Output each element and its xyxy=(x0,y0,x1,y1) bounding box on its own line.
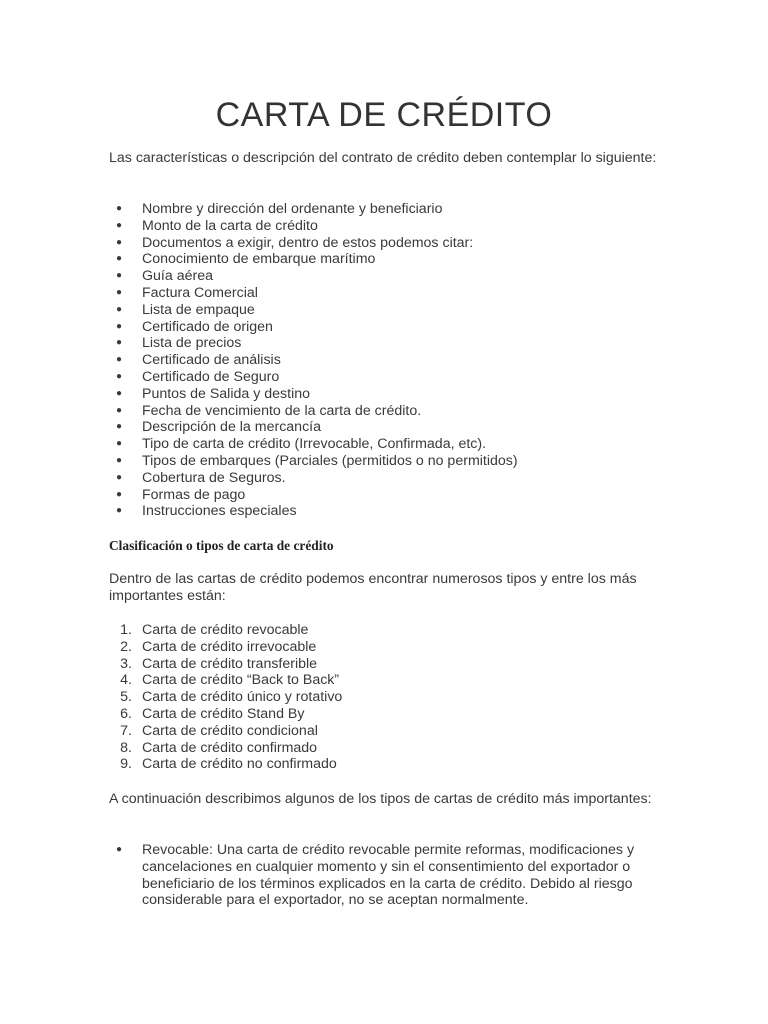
list-item xyxy=(110,740,670,757)
list-item xyxy=(110,386,670,403)
list-item-text: Factura Comercial xyxy=(142,284,258,301)
descriptions-list xyxy=(110,842,650,909)
list-number: 6. xyxy=(120,705,132,722)
list-item xyxy=(110,302,670,319)
list-item-text: Documentos a exigir, dentro de estos podemos citar: xyxy=(142,234,474,251)
list-item-text: Carta de crédito único y rotativo xyxy=(142,689,343,706)
list-item xyxy=(110,622,670,639)
bullet-icon: ● xyxy=(116,303,123,315)
list-item xyxy=(110,419,670,436)
bullet-icon: ● xyxy=(116,253,123,265)
bullet-icon: ● xyxy=(116,471,123,483)
continuation-intro: A continuación describimos algunos de los tipos de cartas de crédito más importantes: xyxy=(109,791,652,807)
list-item-text: Carta de crédito irrevocable xyxy=(142,638,317,655)
list-item xyxy=(110,352,670,369)
list-number: 4. xyxy=(120,672,132,689)
list-item-text: Lista de precios xyxy=(142,335,242,352)
list-number: 7. xyxy=(120,722,132,739)
list-number: 1. xyxy=(120,622,132,638)
features-list xyxy=(110,201,670,520)
list-item-text: Revocable: Una carta de crédito revocable permite reformas, modificaciones y cancelaciones en cualquier momento y sin el consentimiento del exportador o beneficiario de los términos explicados en la carta de crédito. Debido al riesgo considerable para el exportador, no se aceptan normalmente. xyxy=(142,842,635,909)
list-item-text: Carta de crédito condicional xyxy=(142,722,318,739)
bullet-icon: ● xyxy=(116,320,123,332)
bullet-icon: ● xyxy=(116,286,123,298)
bullet-icon: ● xyxy=(116,270,123,282)
list-item-text: Carta de crédito transferible xyxy=(142,655,318,672)
list-item-text: Monto de la carta de crédito xyxy=(142,217,318,234)
list-item xyxy=(110,706,670,723)
list-item-text: Certificado de origen xyxy=(142,318,273,335)
types-list xyxy=(110,622,670,773)
bullet-icon: ● xyxy=(116,236,123,248)
bullet-icon: ● xyxy=(116,844,123,855)
list-number: 9. xyxy=(120,756,132,773)
list-item xyxy=(110,470,670,487)
list-item xyxy=(110,403,670,420)
list-item xyxy=(110,369,670,386)
document-title: CARTA DE CRÉDITO xyxy=(215,96,553,134)
bullet-icon: ● xyxy=(116,421,123,433)
classification-intro: Dentro de las cartas de crédito podemos encontrar numerosos tipos y entre los más importantes están: xyxy=(109,571,637,604)
list-item xyxy=(110,672,670,689)
list-item xyxy=(110,656,670,673)
intro-paragraph: Las características o descripción del contrato de crédito deben contemplar lo siguiente: xyxy=(109,150,657,166)
list-number: 5. xyxy=(120,689,132,706)
list-item xyxy=(110,503,670,520)
list-item-text: Carta de crédito revocable xyxy=(142,622,309,638)
list-item xyxy=(110,723,670,740)
list-item xyxy=(110,436,670,453)
bullet-icon: ● xyxy=(116,354,123,366)
list-item xyxy=(110,487,670,504)
list-item-text: Certificado de análisis xyxy=(142,352,281,369)
list-item-text: Instrucciones especiales xyxy=(142,503,297,520)
list-item-text: Tipo de carta de crédito (Irrevocable, Confirmada, etc). xyxy=(142,436,487,453)
classification-heading: Clasificación o tipos de carta de crédito xyxy=(109,538,334,553)
list-item-text: Cobertura de Seguros. xyxy=(142,469,286,486)
list-item-text: Fecha de vencimiento de la carta de crédito. xyxy=(142,402,422,419)
list-item-text: Descripción de la mercancía xyxy=(142,419,321,436)
bullet-icon: ● xyxy=(116,203,123,214)
list-number: 3. xyxy=(120,655,132,672)
list-item-text: Certificado de Seguro xyxy=(142,368,280,385)
list-item xyxy=(110,268,670,285)
list-item xyxy=(110,689,670,706)
bullet-icon: ● xyxy=(116,438,123,450)
bullet-icon: ● xyxy=(116,387,123,399)
list-number: 8. xyxy=(120,739,132,756)
list-item-text: Conocimiento de embarque marítimo xyxy=(142,251,376,268)
list-item-text: Lista de empaque xyxy=(142,301,255,318)
bullet-icon: ● xyxy=(116,404,123,416)
list-item xyxy=(110,453,670,470)
list-item-text: Nombre y dirección del ordenante y beneficiario xyxy=(142,201,443,217)
list-item xyxy=(110,201,670,218)
bullet-icon: ● xyxy=(116,337,123,349)
bullet-icon: ● xyxy=(116,505,123,517)
list-item xyxy=(110,285,670,302)
list-item-text: Tipos de embarques (Parciales (permitidos o no permitidos) xyxy=(142,452,518,469)
list-item xyxy=(110,235,670,252)
bullet-icon: ● xyxy=(116,454,123,466)
list-item-text: Carta de crédito confirmado xyxy=(142,739,318,756)
list-item xyxy=(110,335,670,352)
list-item xyxy=(110,756,670,773)
bullet-icon: ● xyxy=(116,488,123,500)
list-item-text: Carta de crédito Stand By xyxy=(142,705,305,722)
bullet-icon: ● xyxy=(116,370,123,382)
list-item-text: Guía aérea xyxy=(142,268,213,285)
list-number: 2. xyxy=(120,638,132,655)
list-item xyxy=(110,842,650,909)
list-item-text: Formas de pago xyxy=(142,486,246,503)
list-item xyxy=(110,218,670,235)
list-item xyxy=(110,319,670,336)
list-item-text: Carta de crédito “Back to Back” xyxy=(142,672,340,689)
list-item-text: Carta de crédito no confirmado xyxy=(142,756,337,773)
bullet-icon: ● xyxy=(116,219,123,231)
list-item xyxy=(110,251,670,268)
list-item-text: Puntos de Salida y destino xyxy=(142,385,310,402)
list-item xyxy=(110,639,670,656)
